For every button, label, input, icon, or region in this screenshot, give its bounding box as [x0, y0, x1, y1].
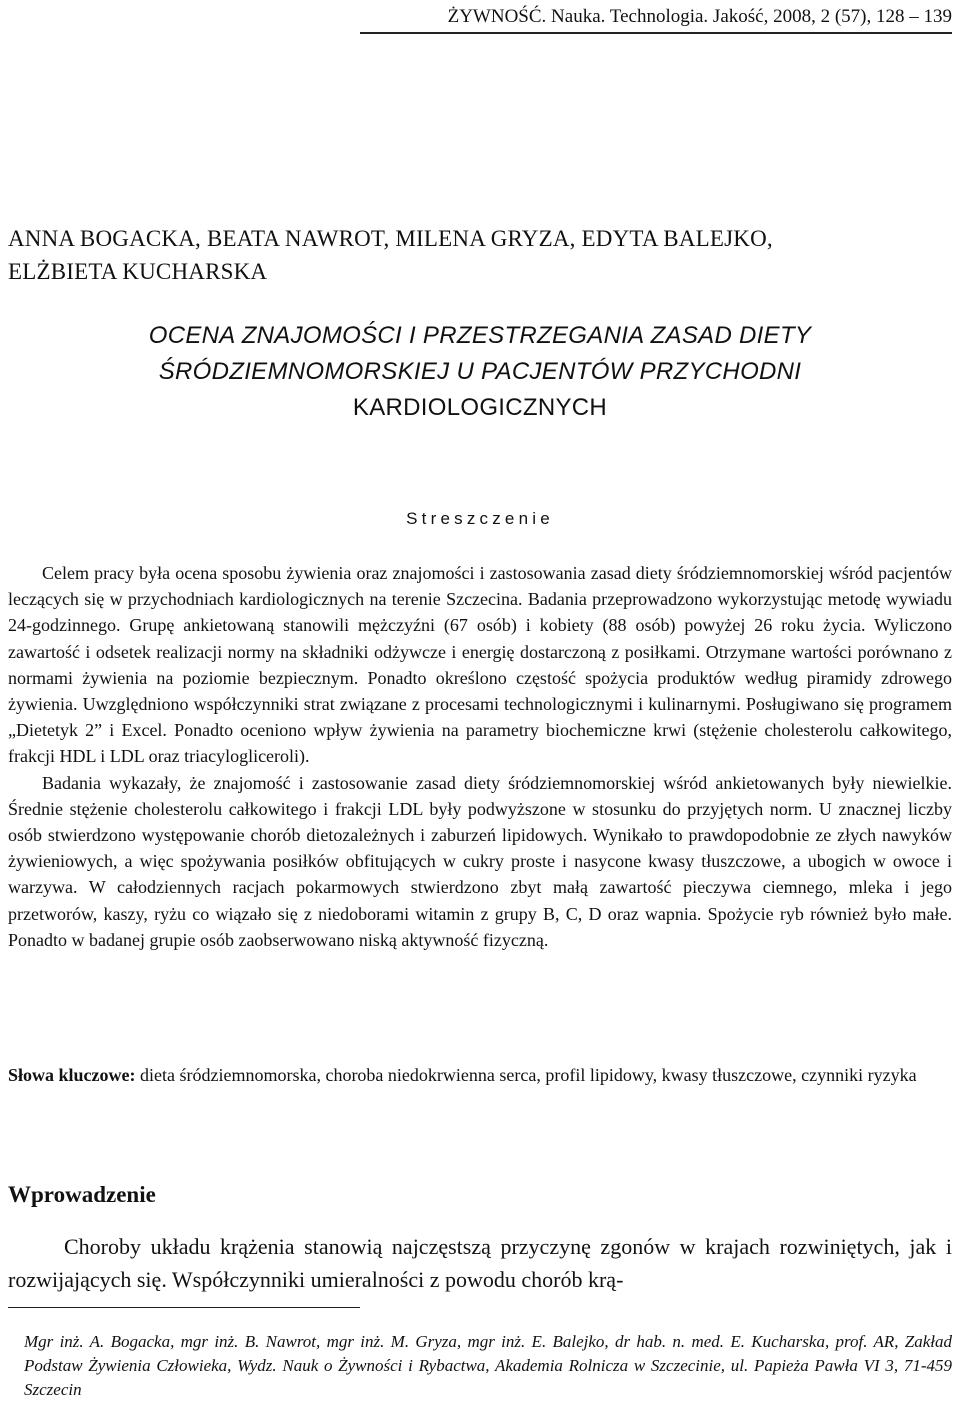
title-line: KARDIOLOGICZNYCH — [352, 394, 608, 421]
author-list — [8, 222, 952, 288]
section-heading-introduction: Wprowadzenie — [8, 1182, 156, 1207]
footnote-rule — [8, 1307, 360, 1308]
keywords-label: Słowa kluczowe: — [8, 1065, 136, 1085]
abstract-paragraph: Badania wykazały, że znajomość i zastosowanie zasad diety śródziemnomorskiej wśród ankietowanych były niewielkie. Średnie stężenie cholesterolu całkowitego i frakcji LDL były podwyższone w stosunku do przyjętych norm. U znacznej liczby osób stwierdzono występowanie chorób dietozależnych i zaburzeń lipidowych. Wynikało to prawdopodobnie ze złych nawyków żywieniowych, a więc spożywania posiłków obfitujących w cukry proste i nasycone kwasy tłuszczowe, a ubogich w owoce i warzywa. W całodziennych racjach pokarmowych stwierdzono zbyt małą zawartość pieczywa ciemnego, mleka i jego przetworów, kaszy, ryżu co wiązało się z niedoborami witamin z grupy B, C, D oraz wapnia. Spożycie ryb również było małe. Ponadto w badanej grupie osób zaobserwowano niską aktywność fizyczną. — [8, 772, 952, 950]
keywords-text: dieta śródziemnomorska, choroba niedokrwienna serca, profil lipidowy, kwasy tłuszczowe, czynniki ryzyka — [140, 1065, 917, 1085]
introduction-paragraph: Choroby układu krążenia stanowią najczęstszą przyczynę zgonów w krajach rozwiniętych, jak i rozwijających się. Współczynniki umieralności z powodu chorób krą- — [8, 1234, 952, 1292]
abstract-body — [8, 560, 952, 953]
author-line: ELŻBIETA KUCHARSKA — [8, 259, 268, 284]
abstract-heading: Streszczenie — [406, 509, 554, 528]
author-line: ANNA BOGACKA, BEATA NAWROT, MILENA GRYZA, EDYTA BALEJKO, — [8, 226, 773, 251]
keywords — [8, 1062, 952, 1089]
introduction-body — [8, 1230, 952, 1296]
running-header: ŻYWNOŚĆ. Nauka. Technologia. Jakość, 2008, 2 (57), 128 – 139 — [360, 6, 952, 34]
author-affiliation-footnote: Mgr inż. A. Bogacka, mgr inż. B. Nawrot, mgr inż. M. Gryza, mgr inż. E. Balejko, dr hab. n. med. E. Kucharska, prof. AR, Zakład Podstaw Żywienia Człowieka, Wydz. Nauk o Żywności i Rybactwa, Akademia Rolnicza w Szczecinie, ul. Papieża Pawła VI 3, 71-459 Szczecin — [24, 1332, 952, 1399]
title-line: OCENA ZNAJOMOŚCI I PRZESTRZEGANIA ZASAD DIETY — [148, 322, 812, 349]
abstract-paragraph: Celem pracy była ocena sposobu żywienia oraz znajomości i zastosowania zasad diety śródziemnomorskiej wśród pacjentów leczących się w przychodniach kardiologicznych na terenie Szczecina. Badania przeprowadzono wykorzystując metodę wywiadu 24-godzinnego. Grupę ankietowaną stanowili mężczyźni (67 osób) i kobiety (88 osób) powyżej 26 roku życia. Wyliczono zawartość i odsetek realizacji normy na składniki odżywcze i energię dostarczoną z posiłkami. Otrzymane wartości porównano z normami żywienia na poziomie bezpiecznym. Ponadto określono częstość spożycia produktów według piramidy zdrowego żywienia. Uwzględniono współczynniki strat związane z procesami technologicznymi i kulinarnymi. Posługiwano się programem „Dietetyk 2” i Excel. Ponadto oceniono wpływ żywienia na parametry biochemiczne krwi (stężenie cholesterolu całkowitego, frakcji HDL i LDL oraz triacylogliceroli). — [8, 563, 952, 767]
article-title — [8, 318, 952, 426]
title-line: ŚRÓDZIEMNOMORSKIEJ U PACJENTÓW PRZYCHODNI — [158, 358, 802, 385]
